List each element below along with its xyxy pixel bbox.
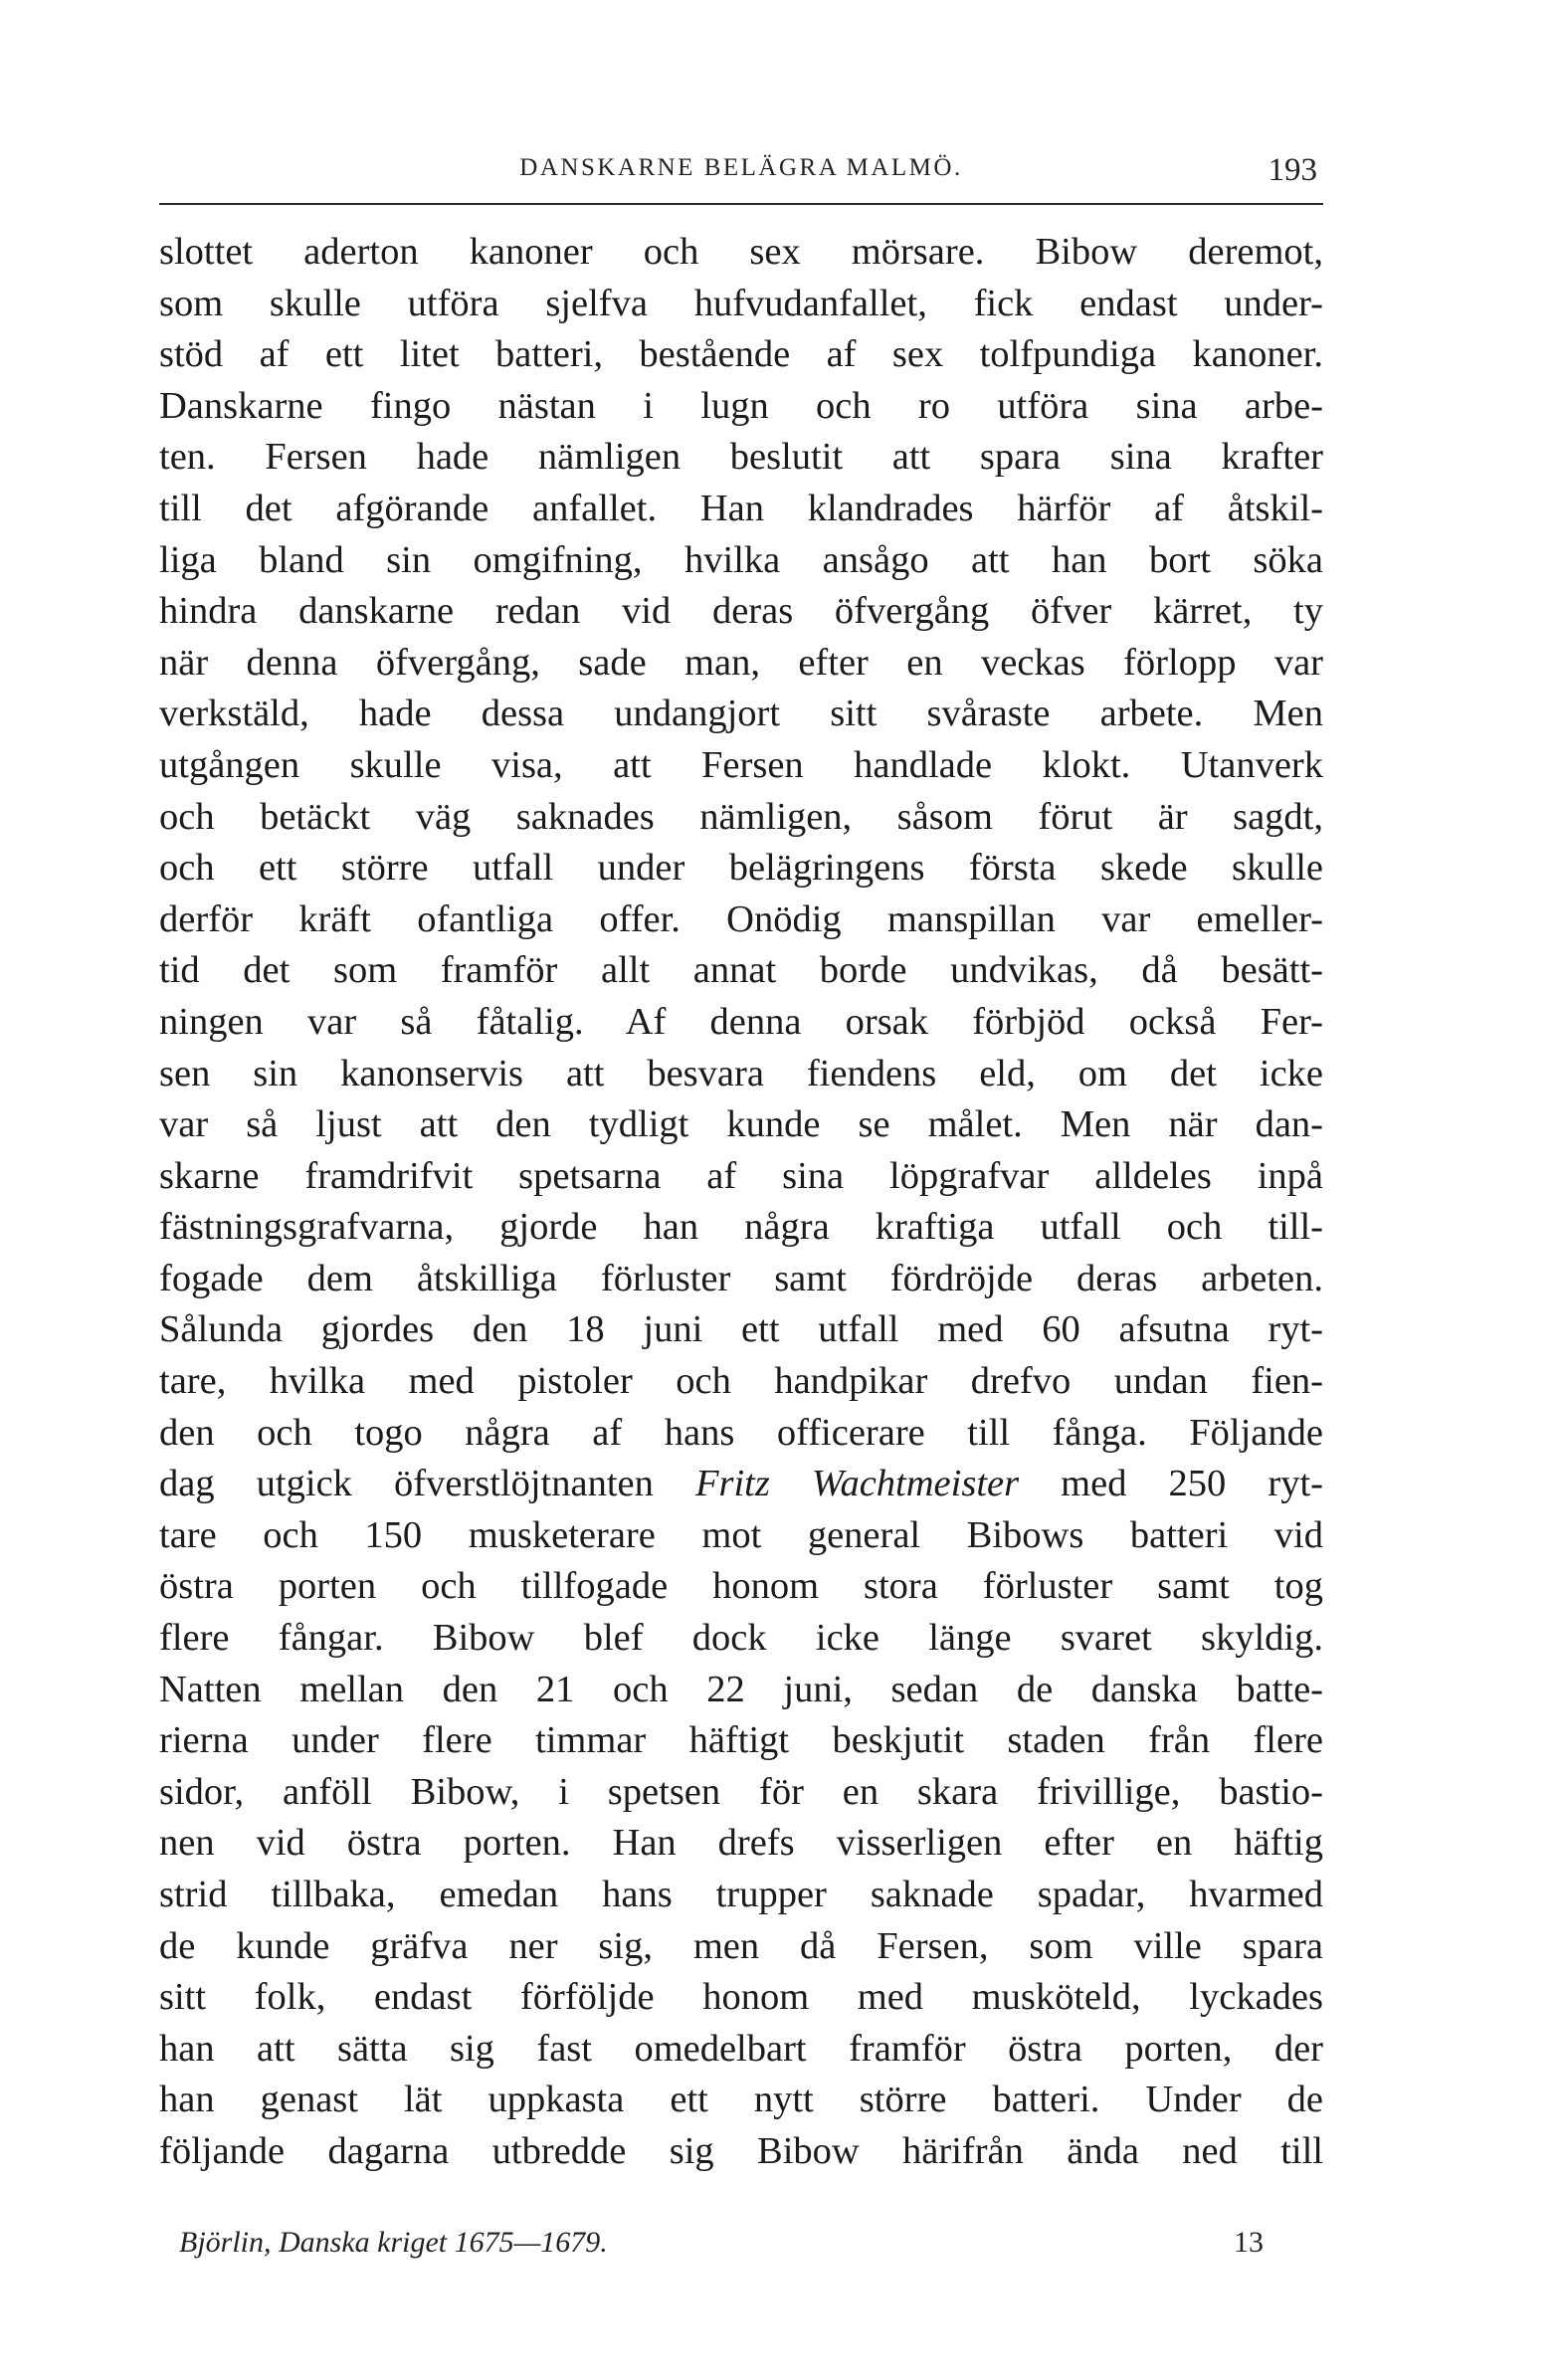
text-line-with-italic-name: [159, 1459, 1323, 1510]
text-line: Danskarne fingo nästan i lugn och ro utföra sina arbe-: [159, 384, 1323, 427]
text-line: stöd af ett litet batteri, bestående af sex tolfpundiga kanoner.: [159, 333, 1323, 376]
text-line: Natten mellan den 21 och 22 juni, sedan de danska batte-: [159, 1668, 1323, 1710]
text-line: sitt folk, endast förföljde honom med musköteld, lyckades: [159, 1976, 1323, 2019]
text-line: verkstäld, hade dessa undangjort sitt svåraste arbete. Men: [159, 693, 1323, 735]
text-line: och betäckt väg saknades nämligen, såsom förut är sagdt,: [159, 795, 1323, 838]
text-line: tare, hvilka med pistoler och handpikar drefvo undan fien-: [159, 1360, 1323, 1403]
text-line: var så ljust att den tydligt kunde se målet. Men när dan-: [159, 1103, 1323, 1146]
text-line: ten. Fersen hade nämligen beslutit att spara sina krafter: [159, 436, 1323, 479]
text-line: sidor, anföll Bibow, i spetsen för en skara frivillige, bastio-: [159, 1770, 1323, 1813]
text-segment: dag utgick öfverstlöjtnanten: [159, 1463, 695, 1505]
running-title: DANSKARNE BELÄGRA MALMÖ.: [519, 154, 963, 181]
text-line: östra porten och tillfogade honom stora förluster samt tog: [159, 1565, 1323, 1608]
signature-mark: 13: [1234, 2226, 1264, 2259]
text-line: han genast lät uppkasta ett nytt större batteri. Under de: [159, 2079, 1323, 2121]
page-number: 193: [1268, 152, 1317, 188]
text-line: sen sin kanonservis att besvara fiendens eld, om det icke: [159, 1052, 1323, 1094]
text-line: rierna under flere timmar häftigt beskjutit staden från flere: [159, 1719, 1323, 1762]
text-line: när denna öfvergång, sade man, efter en veckas förlopp var: [159, 641, 1323, 684]
page-header: [159, 154, 1323, 194]
text-line: till det afgörande anfallet. Han klandrades härför af åtskil-: [159, 487, 1323, 529]
text-line: tare och 150 musketerare mot general Bibows batteri vid: [159, 1513, 1323, 1556]
text-line: han att sätta sig fast omedelbart framför östra porten, der: [159, 2027, 1323, 2070]
text-line: utgången skulle visa, att Fersen handlade klokt. Utanverk: [159, 743, 1323, 786]
text-line: liga bland sin omgifning, hvilka ansågo att han bort söka: [159, 538, 1323, 581]
text-line: tid det som framför allt annat borde undvikas, då besätt-: [159, 949, 1323, 992]
text-segment: med 250 ryt-: [1019, 1463, 1323, 1505]
text-line: Sålunda gjordes den 18 juni ett utfall med 60 afsutna ryt-: [159, 1308, 1323, 1351]
text-line: hindra danskarne redan vid deras öfvergång öfver kärret, ty: [159, 590, 1323, 633]
text-line: skarne framdrifvit spetsarna af sina löpgrafvar alldeles inpå: [159, 1154, 1323, 1197]
text-line: flere fångar. Bibow blef dock icke länge svaret skyldig.: [159, 1617, 1323, 1660]
header-rule: [159, 203, 1323, 205]
text-line: nen vid östra porten. Han drefs visserligen efter en häftig: [159, 1822, 1323, 1865]
body-text: [159, 227, 1323, 2178]
page-footer: [179, 2226, 1264, 2266]
text-line: de kunde gräfva ner sig, men då Fersen, som ville spara: [159, 1924, 1323, 1967]
text-line: som skulle utföra sjelfva hufvudanfallet, fick endast under-: [159, 282, 1323, 324]
text-line: följande dagarna utbredde sig Bibow härifrån ända ned till: [159, 2129, 1323, 2172]
text-line: och ett större utfall under belägringens första skede skulle: [159, 847, 1323, 890]
italic-person-name: Fritz Wachtmeister: [694, 1463, 1020, 1505]
signature-line: Björlin, Danska kriget 1675—1679.: [179, 2226, 608, 2259]
text-line: fogade dem åtskilliga förluster samt fördröjde deras arbeten.: [159, 1257, 1323, 1299]
text-line: den och togo några af hans officerare till fånga. Följande: [159, 1411, 1323, 1454]
text-line: ningen var så fåtalig. Af denna orsak förbjöd också Fer-: [159, 1000, 1323, 1043]
text-line: strid tillbaka, emedan hans trupper saknade spadar, hvarmed: [159, 1874, 1323, 1915]
text-line: slottet aderton kanoner och sex mörsare. Bibow deremot,: [159, 231, 1323, 273]
text-line: derför kräft ofantliga offer. Onödig manspillan var emeller-: [159, 897, 1323, 940]
text-line: fästningsgrafvarna, gjorde han några kraftiga utfall och till-: [159, 1206, 1323, 1249]
